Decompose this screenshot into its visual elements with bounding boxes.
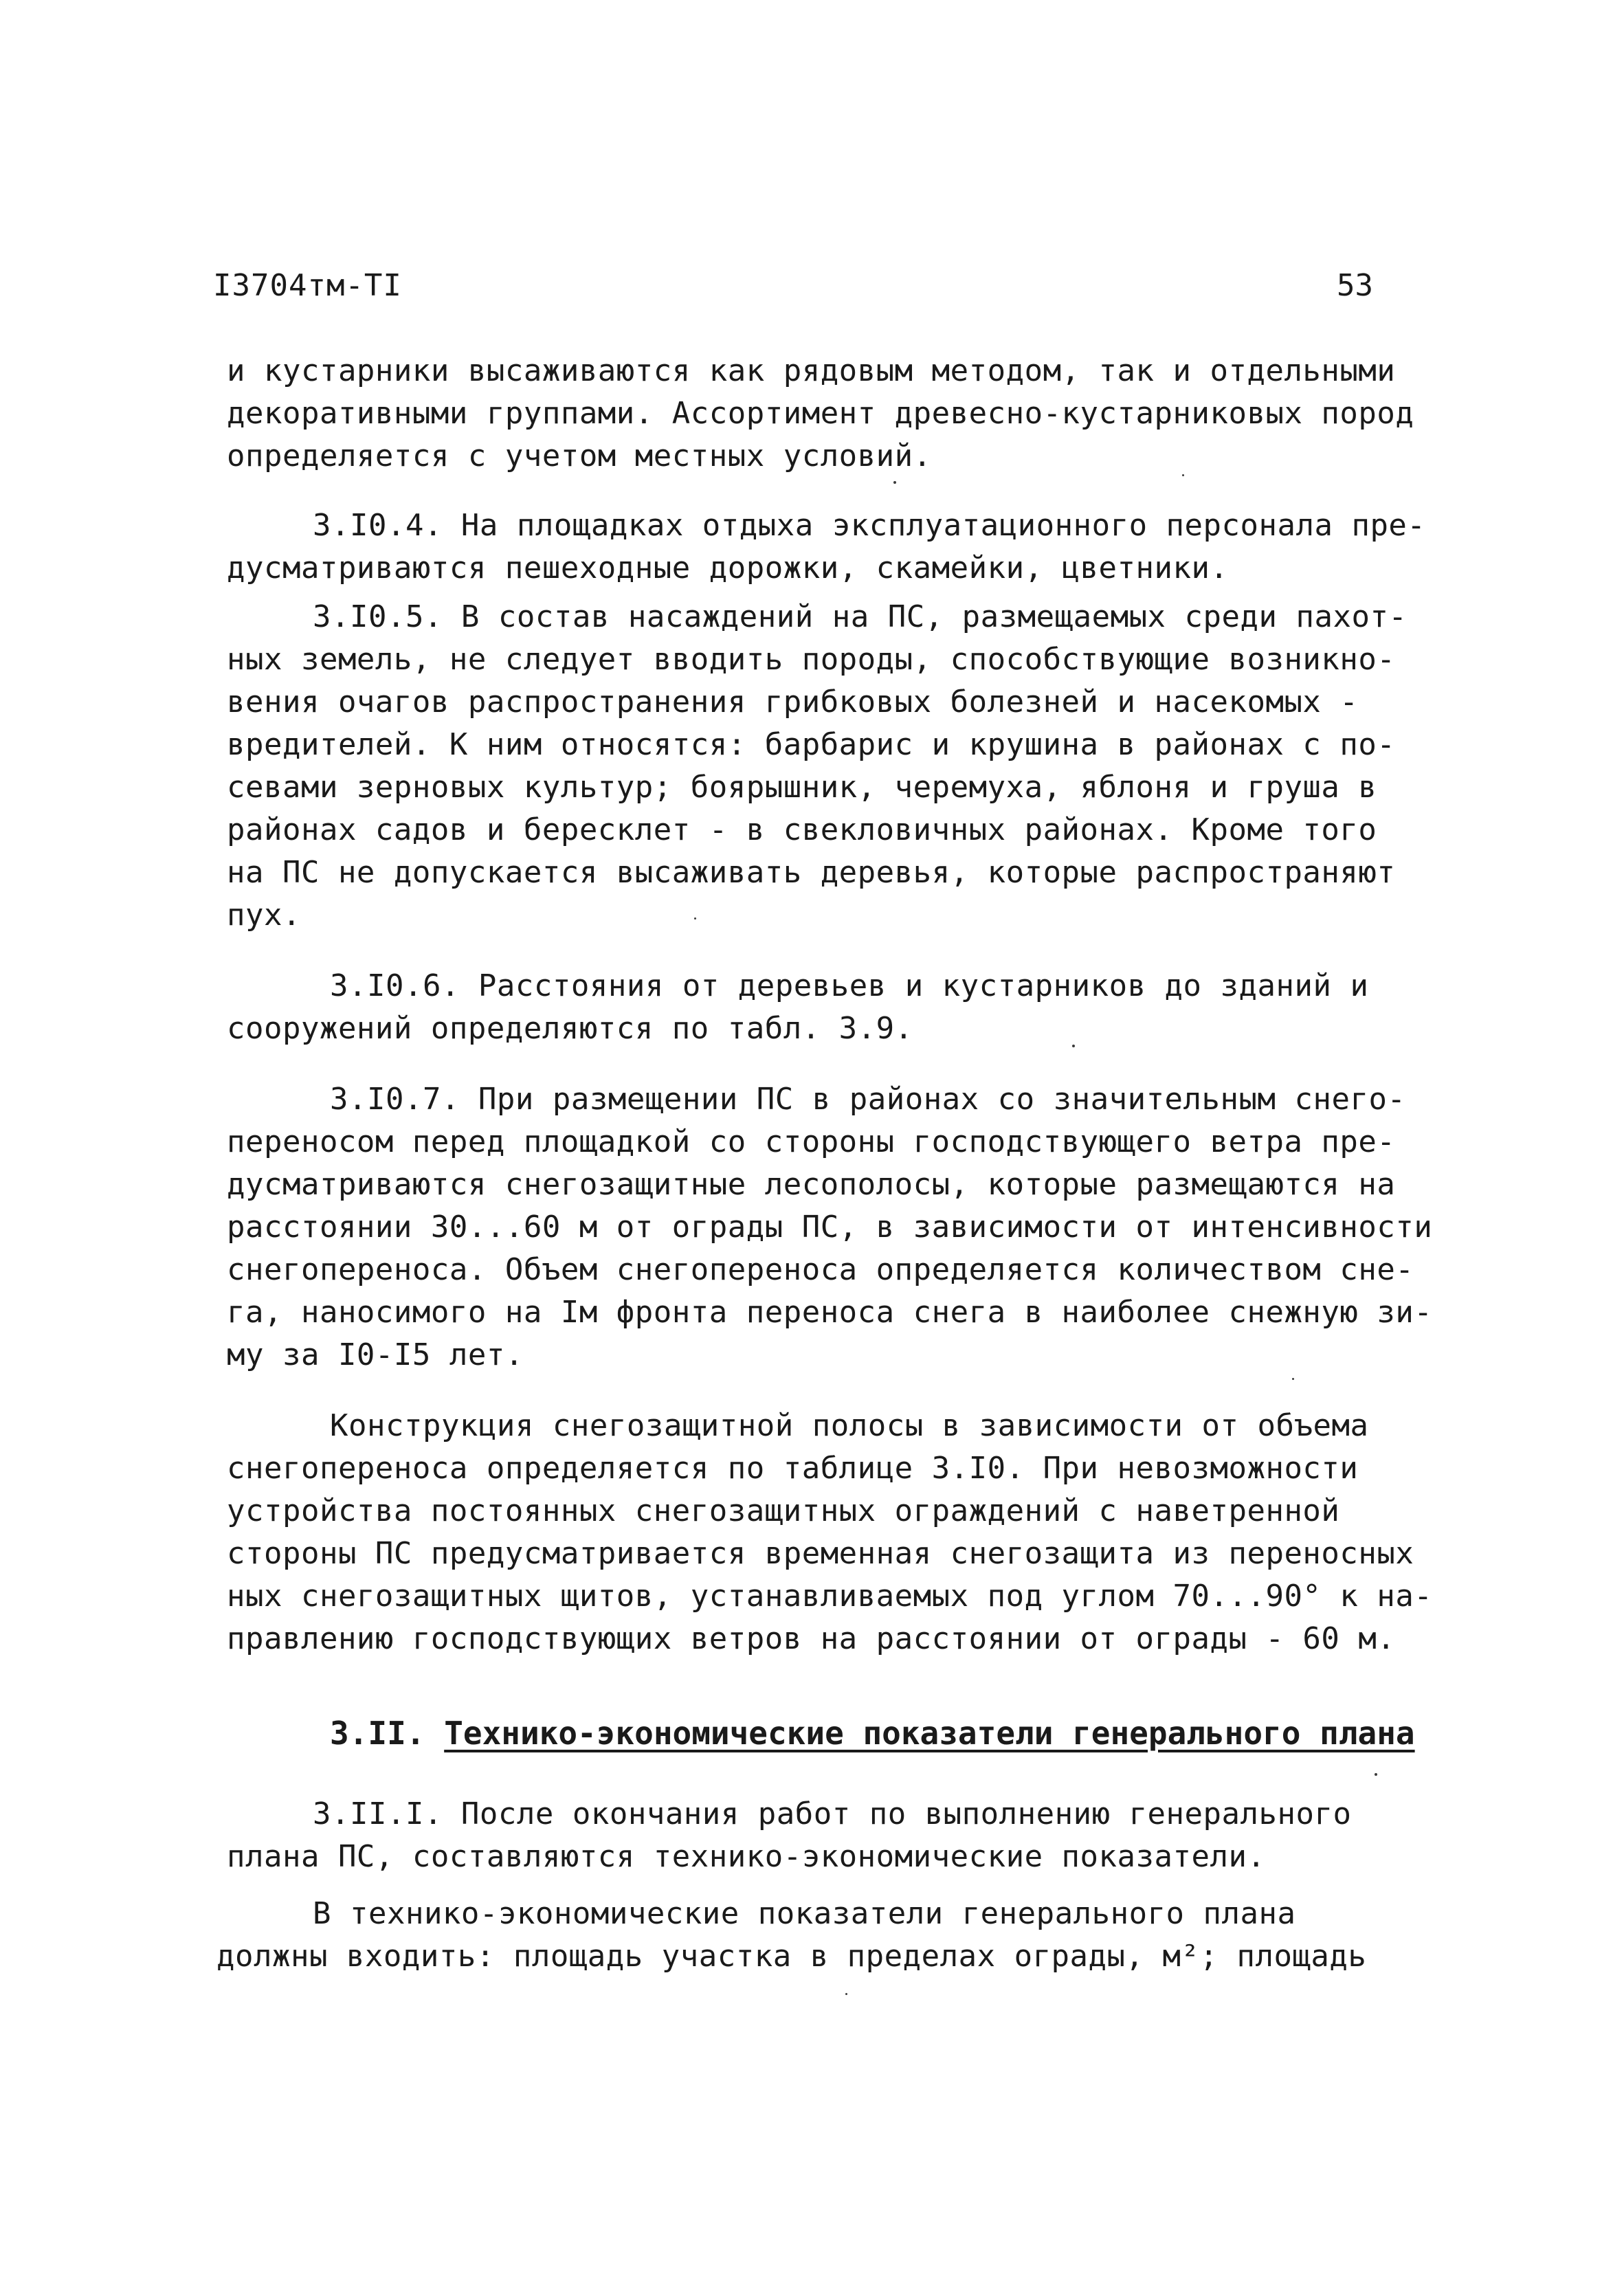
text-line: вредителей. К ним относятся: барбарис и крушина в районах с по- [227, 727, 1396, 762]
text-line: переносом перед площадкой со стороны господствующего ветра пре- [227, 1124, 1396, 1159]
text-line: дусматриваются снегозащитные лесополосы, которые размещаются на [227, 1167, 1396, 1202]
text-line: плана ПС, составляются технико-экономические показатели. [227, 1839, 1266, 1874]
text-line: декоративными группами. Ассортимент древесно-кустарниковых пород [227, 396, 1414, 431]
text-line: 3.I0.4. На площадках отдыха эксплуатационного персонала пре- [313, 508, 1426, 543]
scan-speck [893, 481, 896, 484]
text-line: Конструкция снегозащитной полосы в зависимости от объема [330, 1408, 1369, 1443]
text-line: устройства постоянных снегозащитных ограждений с наветренной [227, 1493, 1340, 1528]
scan-speck [1292, 1378, 1294, 1380]
text-line: ных снегозащитных щитов, устанавливаемых под углом 70...90° к на- [227, 1579, 1433, 1614]
text-line: дусматриваются пешеходные дорожки, скамейки, цветники. [227, 550, 1229, 586]
document-code: I3704тм-ТI [213, 268, 402, 303]
text-line: правлению господствующих ветров на расстоянии от ограды - 60 м. [227, 1621, 1396, 1656]
text-line: пух. [227, 898, 301, 933]
text-line: сооружений определяются по табл. 3.9. [227, 1011, 913, 1046]
scan-speck [1375, 1773, 1377, 1776]
text-line: 3.I0.7. При размещении ПС в районах со значительным снего- [330, 1082, 1406, 1117]
text-line: севами зерновых культур; боярышник, черемуха, яблоня и груша в [227, 770, 1377, 805]
text-line: му за I0-I5 лет. [227, 1337, 524, 1372]
page-number: 53 [1337, 268, 1373, 303]
text-line: определяется с учетом местных условий. [227, 438, 932, 474]
text-line: 3.II.I. После окончания работ по выполнению генерального [313, 1796, 1352, 1831]
section-title: Технико-экономические показатели генерального плана [444, 1715, 1415, 1752]
text-line: на ПС не допускается высаживать деревья, которые распространяют [227, 855, 1396, 890]
text-line: снегопереноса. Объем снегопереноса определяется количеством сне- [227, 1252, 1414, 1287]
scan-speck [1072, 1045, 1075, 1047]
text-line: га, наносимого на Iм фронта переноса снега в наиболее снежную зи- [227, 1295, 1433, 1330]
scan-speck [1182, 474, 1184, 476]
text-line: ных земель, не следует вводить породы, способствующие возникно- [227, 642, 1396, 677]
scan-speck [694, 917, 696, 920]
text-line: 3.I0.6. Расстояния от деревьев и кустарников до зданий и [330, 968, 1369, 1003]
text-line: В технико-экономические показатели генерального плана [313, 1896, 1296, 1931]
text-line: 3.I0.5. В состав насаждений на ПС, размещаемых среди пахот- [313, 599, 1408, 634]
text-line: вения очагов распространения грибковых болезней и насекомых - [227, 684, 1359, 720]
text-line: снегопереноса определяется по таблице 3.I0. При невозможности [227, 1451, 1359, 1486]
text-line: районах садов и бересклет - в свекловичных районах. Кроме того [227, 812, 1377, 847]
scan-speck [845, 1993, 847, 1995]
text-line: стороны ПС предусматривается временная снегозащита из переносных [227, 1536, 1414, 1571]
text-line: и кустарники высаживаются как рядовым методом, так и отдельными [227, 353, 1396, 388]
section-heading [330, 1715, 1415, 1752]
text-line: должны входить: площадь участка в пределах ограды, м²; площадь [216, 1939, 1367, 1974]
text-line: расстоянии 30...60 м от ограды ПС, в зависимости от интенсивности [227, 1210, 1433, 1245]
section-number: 3.II. [330, 1715, 425, 1752]
